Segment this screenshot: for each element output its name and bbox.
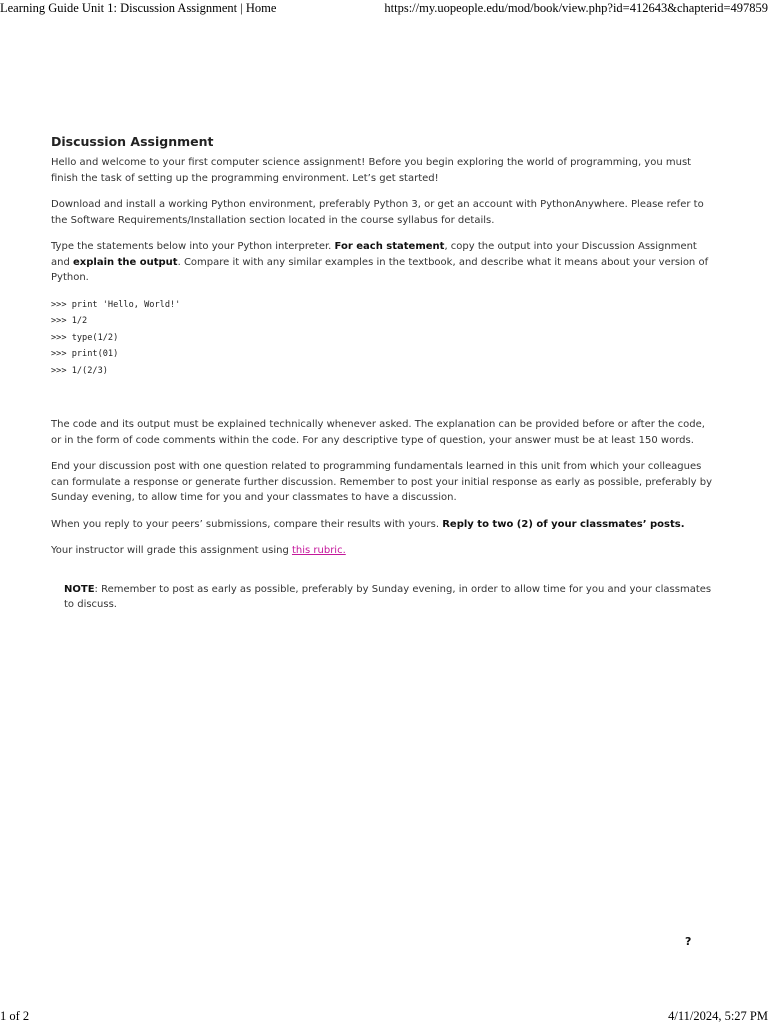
print-header-title: Learning Guide Unit 1: Discussion Assignment | Home bbox=[0, 1, 277, 15]
note-label: NOTE bbox=[64, 583, 95, 595]
download-paragraph: Download and install a working Python environment, preferably Python 3, or get an account with PythonAnywhere. Please refer to the Software Requirements/Installation section located in the course syllabus for details. bbox=[51, 199, 704, 226]
rubric-link[interactable]: this rubric. bbox=[291, 545, 346, 557]
help-button[interactable]: ? bbox=[685, 935, 692, 948]
grade-paragraph bbox=[51, 543, 715, 559]
print-footer bbox=[0, 1008, 768, 1024]
reply-text: When you reply to your peers’ submissions, compare their results with yours. bbox=[51, 518, 443, 530]
code-line: >>> print 'Hello, World!' bbox=[51, 299, 181, 310]
code-line: >>> 1/(2/3) bbox=[51, 365, 108, 376]
instructions-text-3: . Compare it with any similar examples in the textbook, and describe what it means about your version of Python. bbox=[51, 256, 709, 283]
instructions-text-2: , copy the output into your Discussion Assignment and bbox=[51, 241, 697, 268]
instructions-paragraph bbox=[51, 239, 715, 286]
print-header-url: https://my.uopeople.edu/mod/book/view.php?id=412643&chapterid=497859 bbox=[384, 1, 768, 15]
page-title: Discussion Assignment bbox=[51, 134, 214, 149]
intro-paragraph: Hello and welcome to your first computer science assignment! Before you begin exploring the world of programming, you must finish the task of setting up the programming environment. Let’s get started! bbox=[51, 157, 692, 184]
end-post-paragraph: End your discussion post with one question related to programming fundamentals learned in this unit from which your colleagues can formulate a response or generate further discussion. Remember to post your initial response as early as possible, preferably by Sunday evening, to allow time for you and your classmates to have a discussion. bbox=[51, 461, 713, 504]
code-line: >>> 1/2 bbox=[51, 316, 88, 327]
article-content bbox=[51, 134, 715, 613]
reply-paragraph bbox=[51, 517, 715, 533]
page-count: 1 of 2 bbox=[0, 1009, 30, 1023]
code-line: >>> print(01) bbox=[51, 349, 119, 360]
note-paragraph bbox=[64, 582, 715, 613]
print-header bbox=[0, 0, 768, 18]
note-text: : Remember to post as early as possible, preferably by Sunday evening, in order to allow time for you and your classmates to discuss. bbox=[64, 583, 712, 611]
grade-text: Your instructor will grade this assignment using bbox=[51, 545, 292, 557]
print-datetime: 4/11/2024, 5:27 PM bbox=[668, 1009, 768, 1023]
instructions-bold-1: For each statement bbox=[334, 241, 445, 252]
code-block bbox=[51, 297, 715, 380]
reply-bold: Reply to two (2) of your classmates’ posts. bbox=[442, 518, 685, 530]
instructions-bold-2: explain the output bbox=[73, 256, 178, 268]
code-line: >>> type(1/2) bbox=[51, 332, 119, 343]
instructions-text-1: Type the statements below into your Python interpreter. bbox=[51, 241, 335, 252]
explain-paragraph: The code and its output must be explained technically whenever asked. The explanation can be provided before or after the code, or in the form of code comments within the code. For any descriptive type of question, your answer must be at least 150 words. bbox=[51, 419, 705, 446]
